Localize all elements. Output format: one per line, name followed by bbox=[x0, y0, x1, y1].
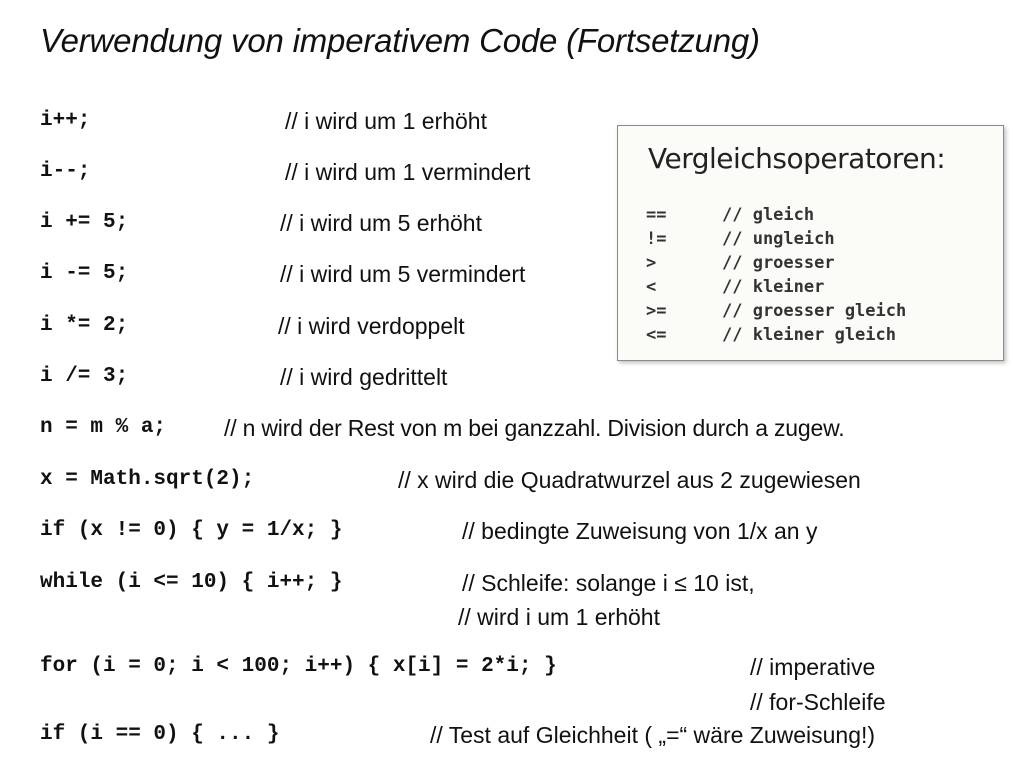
code-text: if (x != 0) { y = 1/x; } bbox=[40, 519, 343, 542]
code-text: i += 5; bbox=[40, 211, 129, 234]
code-comment: // i wird um 5 vermindert bbox=[280, 261, 526, 287]
code-comment: // i wird um 1 vermindert bbox=[285, 159, 531, 185]
operator-symbol: >= bbox=[646, 301, 667, 321]
operator-row bbox=[646, 203, 815, 227]
code-comment: // Schleife: solange i ≤ 10 ist, bbox=[462, 570, 755, 596]
code-comment: // wird i um 1 erhöht bbox=[458, 604, 660, 630]
code-comment: // x wird die Quadratwurzel aus 2 zugewiesen bbox=[398, 467, 861, 493]
operator-comment: // groesser bbox=[722, 253, 835, 273]
operator-comment: // groesser gleich bbox=[722, 301, 907, 321]
code-text: while (i <= 10) { i++; } bbox=[40, 571, 343, 594]
code-text: i--; bbox=[40, 160, 91, 183]
operator-symbol: < bbox=[646, 277, 657, 297]
operator-symbol: <= bbox=[646, 325, 667, 345]
code-text: i *= 2; bbox=[40, 314, 129, 337]
comparison-operators-box bbox=[617, 125, 1004, 361]
code-comment: // i wird verdoppelt bbox=[278, 313, 465, 339]
code-text: i -= 5; bbox=[40, 262, 129, 285]
code-text: i /= 3; bbox=[40, 365, 129, 388]
operator-row bbox=[646, 251, 835, 275]
operator-symbol: != bbox=[646, 229, 667, 249]
operator-symbol: > bbox=[646, 253, 657, 273]
operator-comment: // kleiner bbox=[722, 277, 825, 297]
code-comment: // for-Schleife bbox=[750, 689, 886, 715]
operator-comment: // gleich bbox=[722, 205, 815, 225]
code-comment: // n wird der Rest von m bei ganzzahl. Division durch a zugew. bbox=[224, 415, 845, 441]
code-text: n = m % a; bbox=[40, 416, 167, 439]
code-comment: // bedingte Zuweisung von 1/x an y bbox=[462, 518, 818, 544]
operator-row bbox=[646, 227, 835, 251]
code-comment: // i wird um 1 erhöht bbox=[285, 108, 487, 134]
operator-symbol: == bbox=[646, 205, 667, 225]
code-comment: // i wird um 5 erhöht bbox=[280, 210, 482, 236]
box-title: Vergleichsoperatoren: bbox=[648, 142, 946, 175]
operator-row bbox=[646, 323, 896, 347]
operator-row bbox=[646, 299, 907, 323]
code-text: i++; bbox=[40, 109, 91, 132]
operator-comment: // ungleich bbox=[722, 229, 835, 249]
page-title: Verwendung von imperativem Code (Fortsetzung) bbox=[40, 22, 760, 59]
code-comment: // Test auf Gleichheit ( „=“ wäre Zuweisung!) bbox=[430, 722, 876, 748]
code-comment: // imperative bbox=[750, 654, 876, 680]
operator-row bbox=[646, 275, 825, 299]
code-text: if (i == 0) { ... } bbox=[40, 723, 280, 746]
code-text: for (i = 0; i < 100; i++) { x[i] = 2*i; } bbox=[40, 655, 557, 678]
operator-comment: // kleiner gleich bbox=[722, 325, 896, 345]
code-text: x = Math.sqrt(2); bbox=[40, 468, 255, 491]
code-comment: // i wird gedrittelt bbox=[280, 364, 448, 390]
